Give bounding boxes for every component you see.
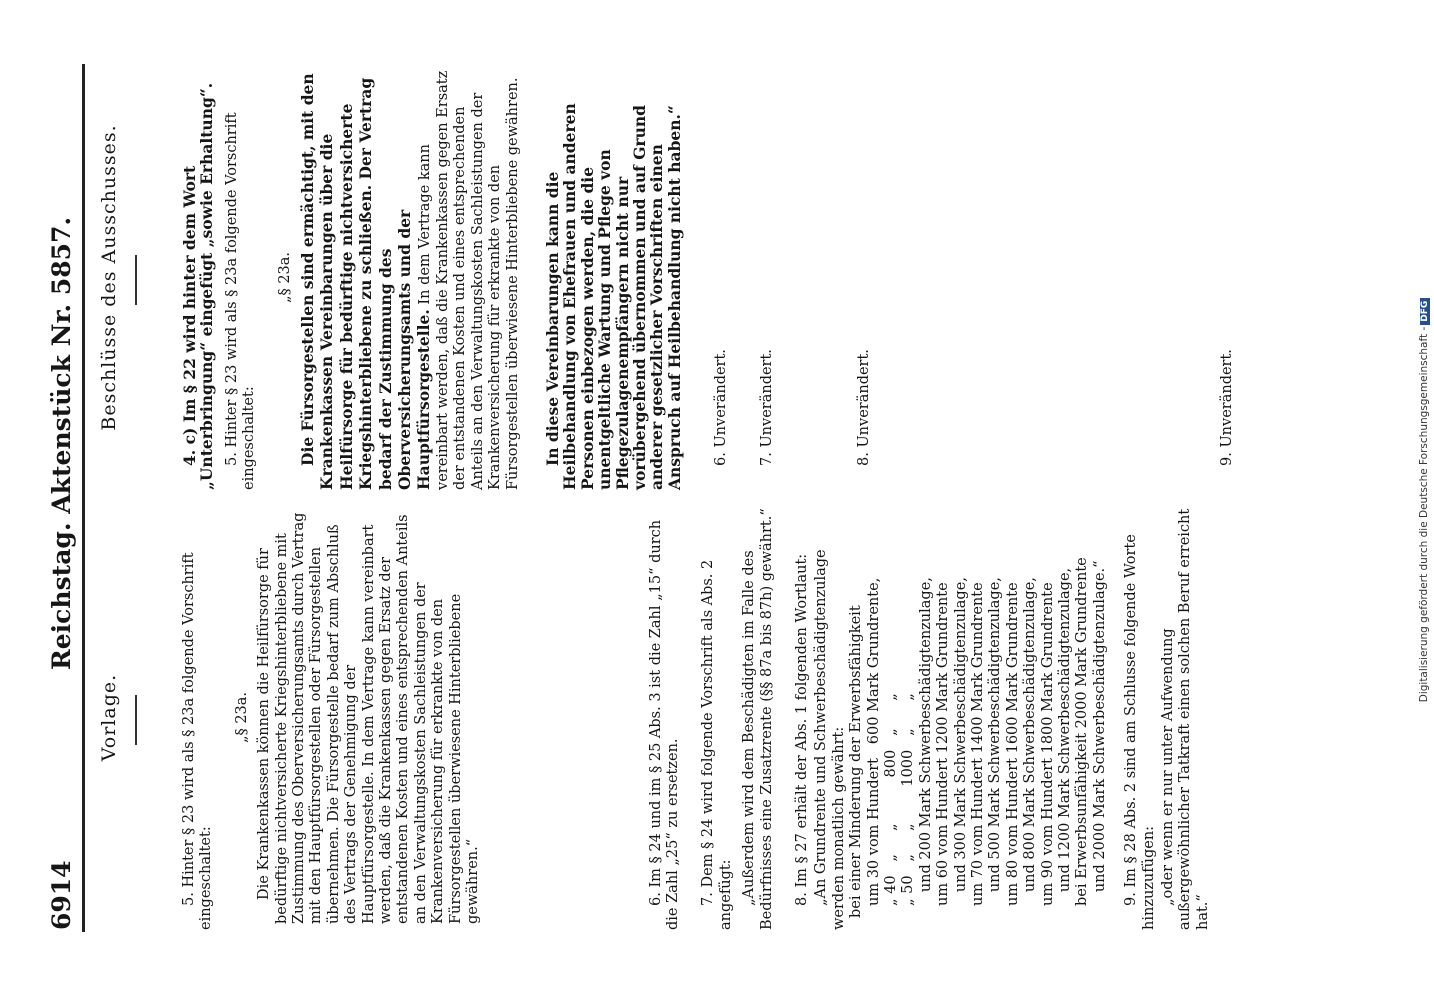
digitization-note [1418,0,1430,1000]
left-column-heading: Vorlage. [98,673,120,762]
rente-line: um 30 vom Hundert 600 Mark Grundrente, [865,577,882,906]
item-9-text: „oder wenn er nur unter Aufwendung außergewöhnlicher Tatkraft einen solchen Beruf erreicht hat.“ [1160,508,1211,930]
rente-line: um 70 vom Hundert 1400 Mark Grundrente [970,582,986,906]
rente-line: und 800 Mark Schwerbeschädigtenzulage, [1022,577,1039,906]
rente-line: „ 50 „ „ 1000 „ „ [900,693,917,906]
rente-line: „ 40 „ „ 800 „ „ [882,693,899,906]
section-23a-heading: „§ 23a. [233,691,250,744]
rente-line: und 500 Mark Schwerbeschädigtenzulage, [987,577,1004,906]
right-column-heading: Beschlüsse des Ausschusses. [98,124,120,431]
left-column-vorlage [98,505,1212,930]
heading-separator [135,695,137,745]
section-23a-bold-text: Die Fürsorgestellen sind ermächtigt, mit den Krankenkassen Vereinbarungen über die Heilfürsorge für bedürftige nichtversicherte Kriegshinterbliebene zu schließen. Der Vertrag bedarf der Zustimmung des Oberversicherungsamts und der Hauptfürsorgestelle. [298,73,434,490]
digitization-text: Digitalisierung gefördert durch die Deutsche Forschungsgemeinschaft - [1418,326,1430,703]
heading-separator [135,255,137,305]
item-9-intro: 9. Im § 28 Abs. 2 sind am Schlusse folgende Worte hinzuzufügen: [1123,534,1157,930]
item-9: 9. Unverändert. [1219,349,1236,466]
dfg-logo: DFG [1420,298,1430,325]
item-8-quote: „An Grundrente und Schwerbeschädigtenzulage werden monatlich gewährt: [813,549,847,930]
item-7-text: „Außerdem wird dem Beschädigten im Falle des Bedürfnisses eine Zusatzrente (§§ 87a bis 87h) gewährt.“ [741,508,775,930]
header-rule [82,64,85,932]
item-4c: 4. c) Im § 22 wird hinter dem Wort „Unterbringung“ eingefügt „sowie Erhaltung“. [180,82,217,490]
section-23a-paragraph [299,65,522,490]
rente-line: um 80 vom Hundert 1600 Mark Grundrente [1004,582,1021,906]
item-8-lead: bei einer Minderung der Erwerbsfähigkeit [848,605,865,918]
right-column-beschluesse [98,65,1237,490]
rente-table [866,505,1110,930]
rente-line: um 60 vom Hundert 1200 Mark Grundrente [935,582,952,906]
section-23a-second-paragraph: In diese Vereinbarungen kann die Heilbehandlung von Ehefrauen und anderen Personen einbezogen werden, die die unentgeltliche Wartung und Pflege von Pflegezulagenempfängern nicht nur vorübergehend übernommen und auf Grund anderer gesetzlicher Vorschriften einen Anspruch auf Heilbehandlung nicht haben.“ [542,103,684,490]
item-8: 8. Unverändert. [855,349,872,466]
section-23a-normal-text: In dem Vertrage kann vereinbart werden, daß die Krankenkassen gegen Ersatz der entstandenen Kosten und eines entsprechenden Anteils an den Verwaltungskosten Sachleistungen der Krankenversicherung für erkrankte von den Fürsorgestellen überwiesene Hinterbliebene gewähren. [417,70,521,490]
item-6: 6. Im § 24 und im § 25 Abs. 3 ist die Zahl „15“ durch die Zahl „25“ zu ersetzen. [647,519,681,930]
rente-line: und 300 Mark Schwerbeschädigtenzulage, [952,577,969,906]
rente-line: um 90 vom Hundert 1800 Mark Grundrente [1039,582,1056,906]
item-5-intro: 5. Hinter § 23 wird als § 23a folgende Vorschrift eingeschaltet: [223,112,258,490]
page-number: 6914 [47,860,76,930]
rente-line: und 200 Mark Schwerbeschädigtenzulage, [917,577,934,906]
rente-line: bei Erwerbsunfähigkeit 2000 Mark Grundrente [1074,557,1091,906]
section-23a-heading: „§ 23a. [276,251,293,304]
rente-line: und 1200 Mark Schwerbeschädigtenzulage, [1057,567,1074,906]
item-5-intro: 5. Hinter § 23 wird als § 23a folgende Vorschrift eingeschaltet: [181,552,215,930]
rente-line: und 2000 Mark Schwerbeschädigtenzulage.“ [1091,560,1108,906]
page-title: Reichstag. Aktenstück Nr. 5857. [47,216,76,670]
item-7-intro: 7. Dem § 24 wird folgende Vorschrift als Abs. 2 angefügt: [700,559,734,930]
item-6: 6. Unverändert. [713,349,730,466]
item-8-intro: 8. Im § 27 erhält der Abs. 1 folgenden Wortlaut: [793,553,810,906]
item-7: 7. Unverändert. [758,349,775,466]
section-23a-text: Die Krankenkassen können die Heilfürsorge für bedürftige nichtversicherte Kriegshinterbliebene mit Zustimmung des Oberversicherungsamts durch Vertrag mit den Hauptfürsorgestellen oder Fürsorgestellen übernehmen. Die Fürsorgestelle bedarf zum Abschluß des Vertrags der Genehmigung der Hauptfürsorgestelle. In dem Vertrage kann vereinbart werden, daß die Krankenkassen gegen Ersatz der entstandenen Kosten und eines entsprechenden Anteils an den Verwaltungskosten Sachleistungen der Krankenversicherung für erkrankte von den Fürsorgestellen überwiesene Hinterbliebene gewähren.“ [256,512,482,924]
